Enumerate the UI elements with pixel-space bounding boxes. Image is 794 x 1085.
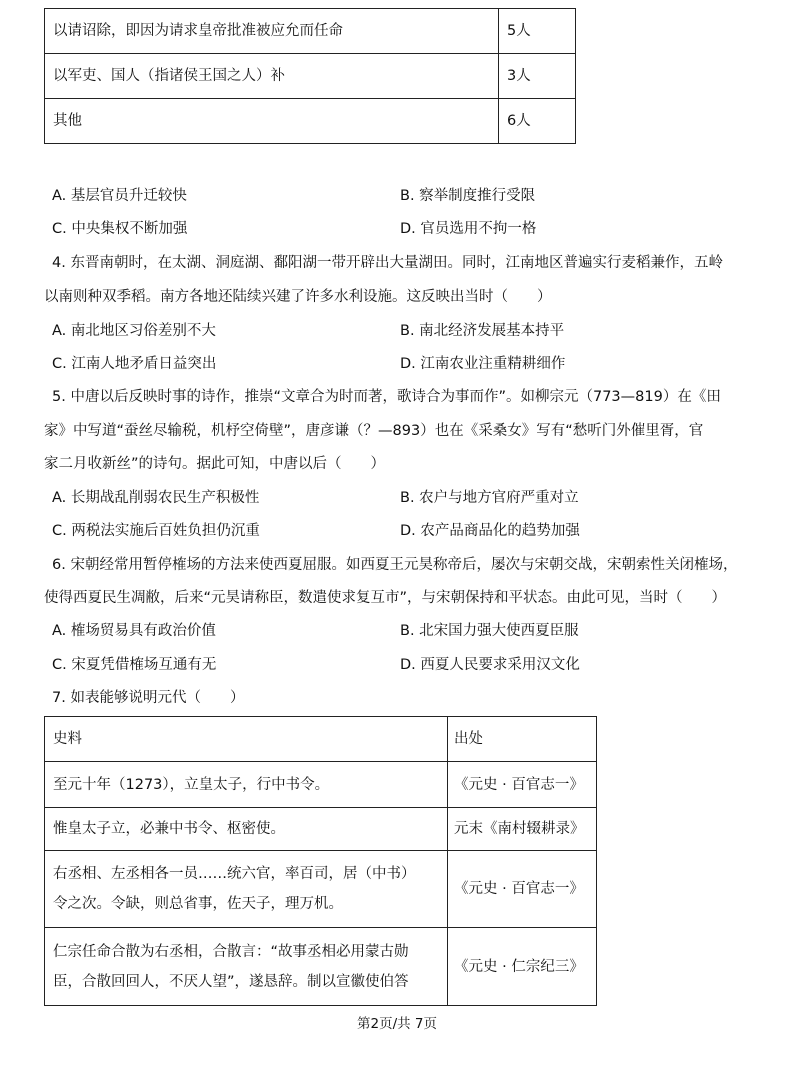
cell-line: 仁宗任命合散为右丞相，合散言：“故事丞相必用蒙古勋 xyxy=(53,943,409,960)
table-row xyxy=(45,928,597,1006)
q4-stem-line-2: 以南则种双季稻。南方各地还陆续兴建了许多水利设施。这反映出当时（ ） xyxy=(44,289,552,305)
table-cell-count: 5人 xyxy=(499,9,576,54)
table-cell-text: 其他 xyxy=(45,99,499,144)
q3-option-c: C. 中央集权不断加强 xyxy=(52,221,188,237)
table-cell-count: 3人 xyxy=(499,54,576,99)
table-cell-text xyxy=(45,808,448,851)
table-cell-text xyxy=(45,928,448,1006)
table-cell-text: 以请诏除，即因为请求皇帝批准被应允而任命 xyxy=(45,9,499,54)
q5-stem-line-2: 家》中写道“蚕丝尽输税，机杼空倚壁”，唐彦谦（？—893）也在《采桑女》写有“愁听门外催里胥，官 xyxy=(44,423,704,439)
q5-option-a: A. 长期战乱削弱农民生产积极性 xyxy=(52,490,260,506)
table-cell-source: 《元史 · 百官志一》 xyxy=(448,762,597,808)
official-appointment-table xyxy=(44,8,576,144)
table-cell-source: 元末《南村辍耕录》 xyxy=(448,808,597,851)
q4-option-c: C. 江南人地矛盾日益突出 xyxy=(52,356,217,372)
table-cell-source: 《元史 · 百官志一》 xyxy=(448,851,597,928)
q6-option-c: C. 宋夏凭借榷场互通有无 xyxy=(52,657,217,673)
table-header-origin: 出处 xyxy=(448,717,597,762)
q5-option-c: C. 两税法实施后百姓负担仍沉重 xyxy=(52,523,260,539)
q6-stem-line-2: 使得西夏民生凋敝，后来“元昊请称臣，数遣使求复互市”，与宋朝保持和平状态。由此可见，当时（ ） xyxy=(44,590,727,606)
table-row xyxy=(45,762,597,808)
table-row xyxy=(45,851,597,928)
q4-stem-line-1: 4. 东晋南朝时，在太湖、洞庭湖、鄱阳湖一带开辟出大量湖田。同时，江南地区普遍实行麦稻兼作，五岭 xyxy=(52,255,723,271)
q7-stem: 7. 如表能够说明元代（ ） xyxy=(52,690,245,706)
cell-line: 惟皇太子立，必兼中书令、枢密使。 xyxy=(53,821,285,837)
table-cell-text xyxy=(45,762,448,808)
q4-option-a: A. 南北地区习俗差别不大 xyxy=(52,323,216,339)
table-row xyxy=(45,808,597,851)
historical-sources-table xyxy=(44,716,597,1006)
q6-option-d: D. 西夏人民要求采用汉文化 xyxy=(400,657,580,673)
table-header-source-text: 史料 xyxy=(45,717,448,762)
q5-option-b: B. 农户与地方官府严重对立 xyxy=(400,490,579,506)
table-header-row xyxy=(45,717,597,762)
cell-line: 臣，合散回回人，不厌人望”，遂恳辞。制以宣徽使伯答 xyxy=(53,973,409,990)
page-number: 第2页/共 7页 xyxy=(356,1016,438,1032)
table-cell-count: 6人 xyxy=(499,99,576,144)
table-row xyxy=(45,99,576,144)
table-cell-text xyxy=(45,851,448,928)
q3-option-b: B. 察举制度推行受限 xyxy=(400,188,536,204)
q6-option-a: A. 榷场贸易具有政治价值 xyxy=(52,623,216,639)
q4-option-d: D. 江南农业注重精耕细作 xyxy=(400,356,566,372)
q6-stem-line-1: 6. 宋朝经常用暂停榷场的方法来使西夏屈服。如西夏王元昊称帝后，屡次与宋朝交战，宋朝索性关闭榷场， xyxy=(52,557,738,573)
cell-line: 至元十年（1273），立皇太子，行中书令。 xyxy=(53,776,330,793)
q4-option-b: B. 南北经济发展基本持平 xyxy=(400,323,565,339)
q5-stem-line-1: 5. 中唐以后反映时事的诗作，推崇“文章合为时而著，歌诗合为事而作”。如柳宗元（773—819）在《田 xyxy=(52,389,721,405)
table-cell-text: 以军吏、国人（指诸侯王国之人）补 xyxy=(45,54,499,99)
q5-stem-line-3: 家二月收新丝”的诗句。据此可知，中唐以后（ ） xyxy=(44,456,386,472)
q3-option-a: A. 基层官员升迁较快 xyxy=(52,188,187,204)
table-cell-source: 《元史 · 仁宗纪三》 xyxy=(448,928,597,1006)
q3-option-d: D. 官员选用不拘一格 xyxy=(400,221,537,237)
cell-line: 令之次。令缺，则总省事，佐天子，理万机。 xyxy=(53,896,343,912)
table-row xyxy=(45,9,576,54)
q6-option-b: B. 北宋国力强大使西夏臣服 xyxy=(400,623,579,639)
table-row xyxy=(45,54,576,99)
cell-line: 右丞相、左丞相各一员……统六官，率百司，居（中书） xyxy=(53,866,416,882)
q5-option-d: D. 农产品商品化的趋势加强 xyxy=(400,523,580,539)
